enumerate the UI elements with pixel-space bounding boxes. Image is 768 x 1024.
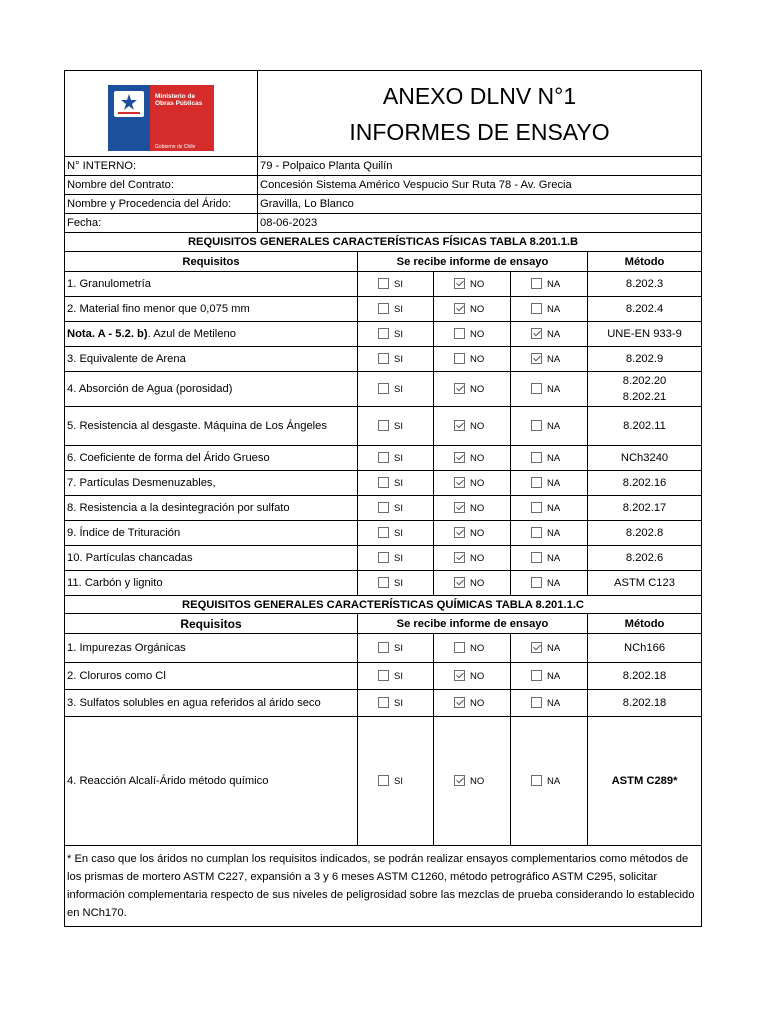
method-value: 8.202.17 (622, 502, 667, 514)
requirement-row (65, 571, 702, 596)
option-na-cell (511, 690, 588, 717)
option-si-cell (358, 690, 434, 717)
option-si-label: SI (394, 552, 403, 564)
info-value: 08-06-2023 (258, 214, 702, 233)
method-cell (588, 372, 702, 407)
option-no-label: NO (470, 697, 485, 709)
col-requisitos-header-2: Requisitos (65, 614, 358, 634)
quimicas-rows (65, 634, 702, 846)
method-value: UNE-EN 933-9 (607, 328, 682, 340)
checkbox-na[interactable] (531, 697, 542, 708)
requirement-label (65, 690, 358, 717)
method-cell (588, 272, 702, 297)
quimicas-section-title: REQUISITOS GENERALES CARACTERÍSTICAS QUÍMICAS TABLA 8.201.1.C (65, 596, 702, 614)
option-si-cell (358, 297, 434, 322)
info-label: Fecha: (65, 214, 258, 233)
method-cell (588, 407, 702, 446)
checkbox-si[interactable] (378, 383, 389, 394)
info-row (65, 176, 702, 195)
option-no-cell (434, 717, 511, 846)
option-si-cell (358, 471, 434, 496)
option-si-label: SI (394, 577, 403, 589)
method-cell (588, 521, 702, 546)
checkbox-na[interactable] (531, 477, 542, 488)
requirement-text: 4. Absorción de Agua (porosidad) (67, 383, 233, 395)
method-value: 8.202.6 (625, 552, 664, 564)
checkbox-na[interactable] (531, 303, 542, 314)
option-no-cell (434, 690, 511, 717)
option-na-label: NA (547, 670, 561, 682)
option-si-label: SI (394, 642, 403, 654)
option-na-label: NA (547, 420, 561, 432)
option-si-cell (358, 521, 434, 546)
checkbox-si[interactable] (378, 775, 389, 786)
checkbox-no[interactable] (454, 670, 465, 681)
checkbox-si[interactable] (378, 552, 389, 563)
option-no-label: NO (470, 303, 485, 315)
requirement-text: 5. Resistencia al desgaste. Máquina de Los Ángeles (67, 420, 327, 432)
info-row (65, 195, 702, 214)
option-si-label: SI (394, 328, 403, 340)
option-no-cell (434, 446, 511, 471)
option-na-label: NA (547, 452, 561, 464)
checkbox-na[interactable] (531, 552, 542, 563)
option-si-label: SI (394, 775, 403, 787)
requirement-text: 8. Resistencia a la desintegración por sulfato (67, 502, 290, 514)
option-no-label: NO (470, 670, 485, 682)
info-label: Nombre del Contrato: (65, 176, 258, 195)
checkbox-si[interactable] (378, 278, 389, 289)
option-na-label: NA (547, 577, 561, 589)
checkbox-no[interactable] (454, 502, 465, 513)
option-si-label: SI (394, 278, 403, 290)
method-cell (588, 634, 702, 663)
checkbox-no[interactable] (454, 477, 465, 488)
option-si-cell (358, 571, 434, 596)
checkbox-no[interactable] (454, 278, 465, 289)
option-na-label: NA (547, 502, 561, 514)
method-value-2: 8.202.21 (622, 391, 667, 403)
checkbox-si[interactable] (378, 303, 389, 314)
checkbox-si[interactable] (378, 670, 389, 681)
requirement-note-bold: Nota. A - 5.2. b) (67, 328, 148, 340)
option-si-cell (358, 347, 434, 372)
checkbox-no[interactable] (454, 328, 465, 339)
checkbox-no[interactable] (454, 303, 465, 314)
option-na-label: NA (547, 642, 561, 654)
requirement-text: 4. Reacción Alcalí-Árido método químico (67, 775, 269, 787)
option-no-cell (434, 372, 511, 407)
option-na-cell (511, 297, 588, 322)
checkbox-na[interactable] (531, 527, 542, 538)
option-na-cell (511, 521, 588, 546)
option-na-label: NA (547, 552, 561, 564)
option-na-cell (511, 546, 588, 571)
option-no-label: NO (470, 642, 485, 654)
option-na-cell (511, 272, 588, 297)
requirement-row (65, 272, 702, 297)
option-si-cell (358, 407, 434, 446)
option-na-label: NA (547, 527, 561, 539)
checkbox-no[interactable] (454, 420, 465, 431)
method-cell (588, 717, 702, 846)
government-logo (108, 85, 214, 151)
option-si-label: SI (394, 303, 403, 315)
option-si-label: SI (394, 353, 403, 365)
option-no-label: NO (470, 775, 485, 787)
option-na-label: NA (547, 383, 561, 395)
option-na-cell (511, 347, 588, 372)
info-value: Gravilla, Lo Blanco (258, 195, 702, 214)
requirement-text: 6. Coeficiente de forma del Árido Grueso (67, 452, 270, 464)
footnote: * En caso que los áridos no cumplan los requisitos indicados, se podrán realizar ensayos complementarios como métodos de los prismas de mortero ASTM C227, expansión a 3 y 6 meses ASTM C1260, método petrográfico ASTM C295, solicitar información complementaria respecto de sus niveles de peligrosidad sobre las mezclas de prueba considerando lo establecido en NCh170. (65, 846, 702, 927)
option-si-label: SI (394, 670, 403, 682)
checkbox-no[interactable] (454, 577, 465, 588)
requirement-label (65, 663, 358, 690)
checkbox-no[interactable] (454, 697, 465, 708)
method-value: NCh3240 (620, 452, 669, 464)
checkbox-na[interactable] (531, 642, 542, 653)
option-no-cell (434, 521, 511, 546)
option-si-label: SI (394, 477, 403, 489)
option-no-label: NO (470, 477, 485, 489)
info-section (65, 157, 702, 233)
checkbox-na[interactable] (531, 452, 542, 463)
option-si-label: SI (394, 527, 403, 539)
requirement-row (65, 690, 702, 717)
option-si-cell (358, 446, 434, 471)
requirement-row (65, 297, 702, 322)
checkbox-na[interactable] (531, 420, 542, 431)
requirement-row (65, 546, 702, 571)
checkbox-si[interactable] (378, 502, 389, 513)
option-na-cell (511, 471, 588, 496)
option-na-cell (511, 717, 588, 846)
option-no-cell (434, 322, 511, 347)
requirement-text: 1. Granulometría (67, 278, 151, 290)
option-na-label: NA (547, 303, 561, 315)
checkbox-no[interactable] (454, 552, 465, 563)
requirement-row (65, 663, 702, 690)
info-label: N° INTERNO: (65, 157, 258, 176)
checkbox-si[interactable] (378, 697, 389, 708)
form-sheet (64, 70, 701, 927)
method-cell (588, 496, 702, 521)
option-no-cell (434, 272, 511, 297)
form-table (64, 70, 702, 927)
option-si-cell (358, 634, 434, 663)
requirement-text: 9. Índice de Trituración (67, 527, 181, 539)
requirement-label (65, 571, 358, 596)
option-no-label: NO (470, 353, 485, 365)
option-si-label: SI (394, 420, 403, 432)
requirement-text: 7. Partículas Desmenuzables, (67, 477, 216, 489)
checkbox-si[interactable] (378, 452, 389, 463)
option-no-cell (434, 471, 511, 496)
method-cell (588, 347, 702, 372)
option-no-cell (434, 571, 511, 596)
method-cell (588, 690, 702, 717)
checkbox-si[interactable] (378, 642, 389, 653)
checkbox-no[interactable] (454, 527, 465, 538)
option-no-label: NO (470, 278, 485, 290)
method-value: 8.202.16 (622, 477, 667, 489)
info-row (65, 157, 702, 176)
logo-line1: Ministerio de (155, 93, 196, 100)
option-na-label: NA (547, 278, 561, 290)
requirement-text: 11. Carbón y lignito (67, 577, 163, 589)
col-requisitos-header: Requisitos (65, 252, 358, 272)
coat-of-arms-icon (114, 91, 144, 117)
requirement-label (65, 322, 358, 347)
method-cell (588, 471, 702, 496)
checkbox-no[interactable] (454, 353, 465, 364)
option-na-cell (511, 322, 588, 347)
option-na-label: NA (547, 477, 561, 489)
method-cell (588, 446, 702, 471)
logo-footer: Gobierno de Chile (155, 144, 196, 150)
option-no-cell (434, 297, 511, 322)
requirement-text: 2. Material fino menor que 0,075 mm (67, 303, 250, 315)
option-si-label: SI (394, 452, 403, 464)
option-no-label: NO (470, 383, 485, 395)
col-informe-header: Se recibe informe de ensayo (358, 252, 588, 272)
option-si-cell (358, 546, 434, 571)
checkbox-si[interactable] (378, 527, 389, 538)
checkbox-na[interactable] (531, 502, 542, 513)
fisicas-rows (65, 272, 702, 596)
method-value: NCh166 (624, 642, 666, 654)
requirement-label (65, 347, 358, 372)
method-value: 8.202.11 (623, 420, 666, 432)
title-sub: INFORMES DE ENSAYO (349, 118, 610, 145)
option-si-label: SI (394, 502, 403, 514)
method-value: 8.202.20 (622, 375, 667, 387)
option-no-cell (434, 496, 511, 521)
method-cell (588, 322, 702, 347)
logo-cell (65, 71, 258, 157)
requirement-label (65, 521, 358, 546)
option-na-cell (511, 372, 588, 407)
option-na-cell (511, 496, 588, 521)
info-label: Nombre y Procedencia del Árido: (65, 195, 258, 214)
checkbox-no[interactable] (454, 775, 465, 786)
requirement-text: 3. Equivalente de Arena (67, 353, 186, 365)
checkbox-no[interactable] (454, 452, 465, 463)
checkbox-na[interactable] (531, 383, 542, 394)
checkbox-si[interactable] (378, 353, 389, 364)
option-si-cell (358, 717, 434, 846)
info-value: Concesión Sistema Américo Vespucio Sur Ruta 78 - Av. Grecia (258, 176, 702, 195)
requirement-label (65, 546, 358, 571)
checkbox-si[interactable] (378, 577, 389, 588)
method-value: 8.202.3 (625, 278, 664, 290)
checkbox-no[interactable] (454, 383, 465, 394)
option-na-cell (511, 407, 588, 446)
method-value: 8.202.18 (622, 697, 667, 709)
option-na-label: NA (547, 353, 561, 365)
requirement-row (65, 446, 702, 471)
checkbox-na[interactable] (531, 670, 542, 681)
requirement-row (65, 322, 702, 347)
requirement-label (65, 297, 358, 322)
checkbox-na[interactable] (531, 353, 542, 364)
option-no-cell (434, 347, 511, 372)
option-no-label: NO (470, 552, 485, 564)
col-informe-header-2: Se recibe informe de ensayo (358, 614, 588, 634)
requirement-text: 2. Cloruros como Cl (67, 670, 166, 682)
option-no-label: NO (470, 452, 485, 464)
col-metodo-header: Método (588, 252, 702, 272)
logo-line2: Obras Públicas (155, 100, 203, 107)
requirement-row (65, 347, 702, 372)
checkbox-na[interactable] (531, 328, 542, 339)
option-na-label: NA (547, 697, 561, 709)
checkbox-si[interactable] (378, 477, 389, 488)
option-si-label: SI (394, 697, 403, 709)
method-value: 8.202.4 (625, 303, 664, 315)
requirement-row (65, 717, 702, 846)
option-na-cell (511, 663, 588, 690)
method-value: 8.202.18 (622, 670, 667, 682)
checkbox-na[interactable] (531, 278, 542, 289)
checkbox-na[interactable] (531, 577, 542, 588)
option-si-cell (358, 372, 434, 407)
option-na-cell (511, 571, 588, 596)
requirement-row (65, 496, 702, 521)
requirement-label (65, 446, 358, 471)
requirement-label (65, 717, 358, 846)
requirement-row (65, 521, 702, 546)
requirement-label (65, 372, 358, 407)
info-row (65, 214, 702, 233)
title-main: ANEXO DLNV N°1 (382, 82, 577, 109)
checkbox-si[interactable] (378, 420, 389, 431)
checkbox-na[interactable] (531, 775, 542, 786)
fisicas-section-title: REQUISITOS GENERALES CARACTERÍSTICAS FÍSICAS TABLA 8.201.1.B (65, 233, 702, 252)
option-si-cell (358, 322, 434, 347)
option-no-cell (434, 546, 511, 571)
requirement-row (65, 407, 702, 446)
method-value: 8.202.8 (625, 527, 664, 539)
option-no-label: NO (470, 502, 485, 514)
method-cell (588, 297, 702, 322)
option-no-label: NO (470, 577, 485, 589)
requirement-row (65, 372, 702, 407)
info-value: 79 - Polpaico Planta Quilín (258, 157, 702, 176)
requirement-label (65, 496, 358, 521)
option-na-label: NA (547, 328, 561, 340)
requirement-text: 10. Partículas chancadas (67, 552, 193, 564)
option-na-cell (511, 446, 588, 471)
requirement-text: . Azul de Metileno (147, 328, 236, 340)
option-na-cell (511, 634, 588, 663)
option-si-cell (358, 272, 434, 297)
option-no-label: NO (470, 527, 485, 539)
method-value: ASTM C289* (611, 775, 678, 787)
option-si-label: SI (394, 383, 403, 395)
requirement-text: 3. Sulfatos solubles en agua referidos al árido seco (67, 697, 321, 709)
option-no-label: NO (470, 420, 485, 432)
option-si-cell (358, 496, 434, 521)
checkbox-no[interactable] (454, 642, 465, 653)
option-no-cell (434, 634, 511, 663)
option-na-label: NA (547, 775, 561, 787)
requirement-label (65, 407, 358, 446)
requirement-row (65, 634, 702, 663)
checkbox-si[interactable] (378, 328, 389, 339)
method-cell (588, 663, 702, 690)
method-value: ASTM C123 (614, 577, 675, 589)
requirement-row (65, 471, 702, 496)
method-cell (588, 546, 702, 571)
requirement-label (65, 272, 358, 297)
option-si-cell (358, 663, 434, 690)
requirement-label (65, 634, 358, 663)
method-cell (588, 571, 702, 596)
method-value: 8.202.9 (625, 353, 664, 365)
option-no-cell (434, 407, 511, 446)
option-no-cell (434, 663, 511, 690)
title-cell (258, 71, 702, 157)
requirement-text: 1. Impurezas Orgánicas (67, 642, 186, 654)
col-metodo-header-2: Método (588, 614, 702, 634)
option-no-label: NO (470, 328, 485, 340)
requirement-label (65, 471, 358, 496)
